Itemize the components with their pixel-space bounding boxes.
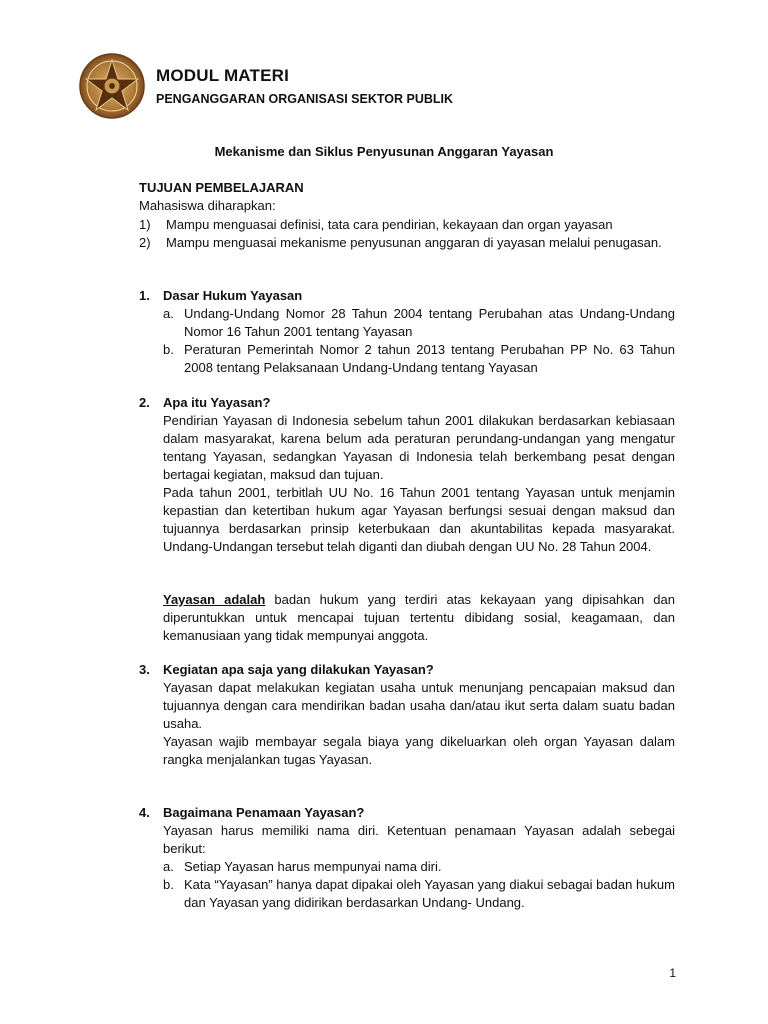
section-title: Dasar Hukum Yayasan [163, 288, 303, 303]
definition-paragraph [163, 591, 675, 645]
section-number: 2. [139, 395, 150, 410]
list-item [163, 305, 675, 341]
section-heading [139, 661, 675, 679]
section-number: 3. [139, 662, 150, 677]
section-title: Bagaimana Penamaan Yayasan? [163, 805, 365, 820]
list-item [163, 876, 675, 912]
item-text: Mampu menguasai definisi, tata cara pendirian, kekayaan dan organ yayasan [166, 217, 613, 232]
objectives-list [139, 216, 675, 252]
list-item [163, 858, 675, 876]
item-text: Setiap Yayasan harus mempunyai nama diri. [184, 859, 442, 874]
item-text: Mampu menguasai mekanisme penyusunan anggaran di yayasan melalui penugasan. [166, 235, 662, 250]
section-number: 4. [139, 805, 150, 820]
paragraph: Pada tahun 2001, terbitlah UU No. 16 Tahun 2001 tentang Yayasan untuk menjamin kepastian dan ketertiban hukum agar Yayasan berfungsi sesuai dengan maksud dan tujuannya berdasarkan prinsip keterbukaan dan akuntabilitas kepada masyarakat. Undang-Undangan tersebut telah diganti dan diubah dengan UU No. 28 Tahun 2004. [163, 485, 675, 554]
item-number: 2) [139, 235, 151, 250]
item-letter: b. [163, 877, 174, 892]
section-title: Apa itu Yayasan? [163, 395, 271, 410]
list-item [139, 216, 675, 234]
item-number: 1) [139, 217, 151, 232]
paragraph: Pendirian Yayasan di Indonesia sebelum tahun 2001 dilakukan berdasarkan kebiasaan dalam masyarakat, karena belum ada peraturan perundang-undangan yang mengatur tentang Yayasan, sedangkan Yayasan di Indonesia telah berkembang pesat dengan bertagai kegiatan, maksud dan tujuan. [163, 413, 675, 482]
legal-basis-list [163, 305, 675, 377]
section-title: Kegiatan apa saja yang dilakukan Yayasan? [163, 662, 434, 677]
university-emblem-icon [78, 52, 146, 120]
section-number: 1. [139, 288, 150, 303]
item-letter: a. [163, 306, 174, 321]
section-heading [139, 287, 675, 305]
course-title: PENGANGGARAN ORGANISASI SEKTOR PUBLIK [156, 92, 454, 106]
paragraph: Yayasan harus memiliki nama diri. Ketentuan penamaan Yayasan adalah sebegai berikut: [163, 823, 675, 856]
naming-rules-list [163, 858, 675, 912]
objectives-heading: TUJUAN PEMBELAJARAN [139, 180, 304, 195]
section-heading [139, 804, 675, 822]
list-item [163, 341, 675, 377]
objectives-intro: Mahasiswa diharapkan: [139, 198, 276, 213]
list-item [139, 234, 675, 252]
section-heading [139, 394, 675, 412]
definition-text: badan hukum yang terdiri atas kekayaan yang dipisahkan dan diperuntukkan untuk mencapai tujuan tertentu dibidang sosial, keagamaan, dan kemanusiaan yang tidak mempunyai anggota. [163, 592, 675, 643]
document-title: Mekanisme dan Siklus Penyusunan Anggaran Yayasan [214, 144, 554, 159]
paragraph: Yayasan wajib membayar segala biaya yang dikeluarkan oleh organ Yayasan dalam rangka menjalankan tugas Yayasan. [163, 734, 675, 767]
item-text: Peraturan Pemerintah Nomor 2 tahun 2013 tentang Perubahan PP No. 63 Tahun 2008 tentang Pelaksanaan Undang-Undang tentang Yayasan [184, 342, 675, 375]
item-text: Undang-Undang Nomor 28 Tahun 2004 tentang Perubahan atas Undang-Undang Nomor 16 Tahun 2001 tentang Yayasan [184, 306, 675, 339]
module-title: MODUL MATERI [156, 66, 290, 85]
item-letter: b. [163, 342, 174, 357]
definition-term: Yayasan adalah [163, 592, 266, 607]
item-text: Kata “Yayasan” hanya dapat dipakai oleh Yayasan yang diakui sebagai badan hukum dan Yayasan yang didirikan berdasarkan Undang- Undang. [184, 877, 675, 910]
page-number: 1 [669, 966, 676, 980]
paragraph: Yayasan dapat melakukan kegiatan usaha untuk menunjang pencapaian maksud dan tujuannya dengan cara mendirikan badan usaha dan/atau ikut serta dalam suatu badan usaha. [163, 680, 675, 731]
item-letter: a. [163, 859, 174, 874]
